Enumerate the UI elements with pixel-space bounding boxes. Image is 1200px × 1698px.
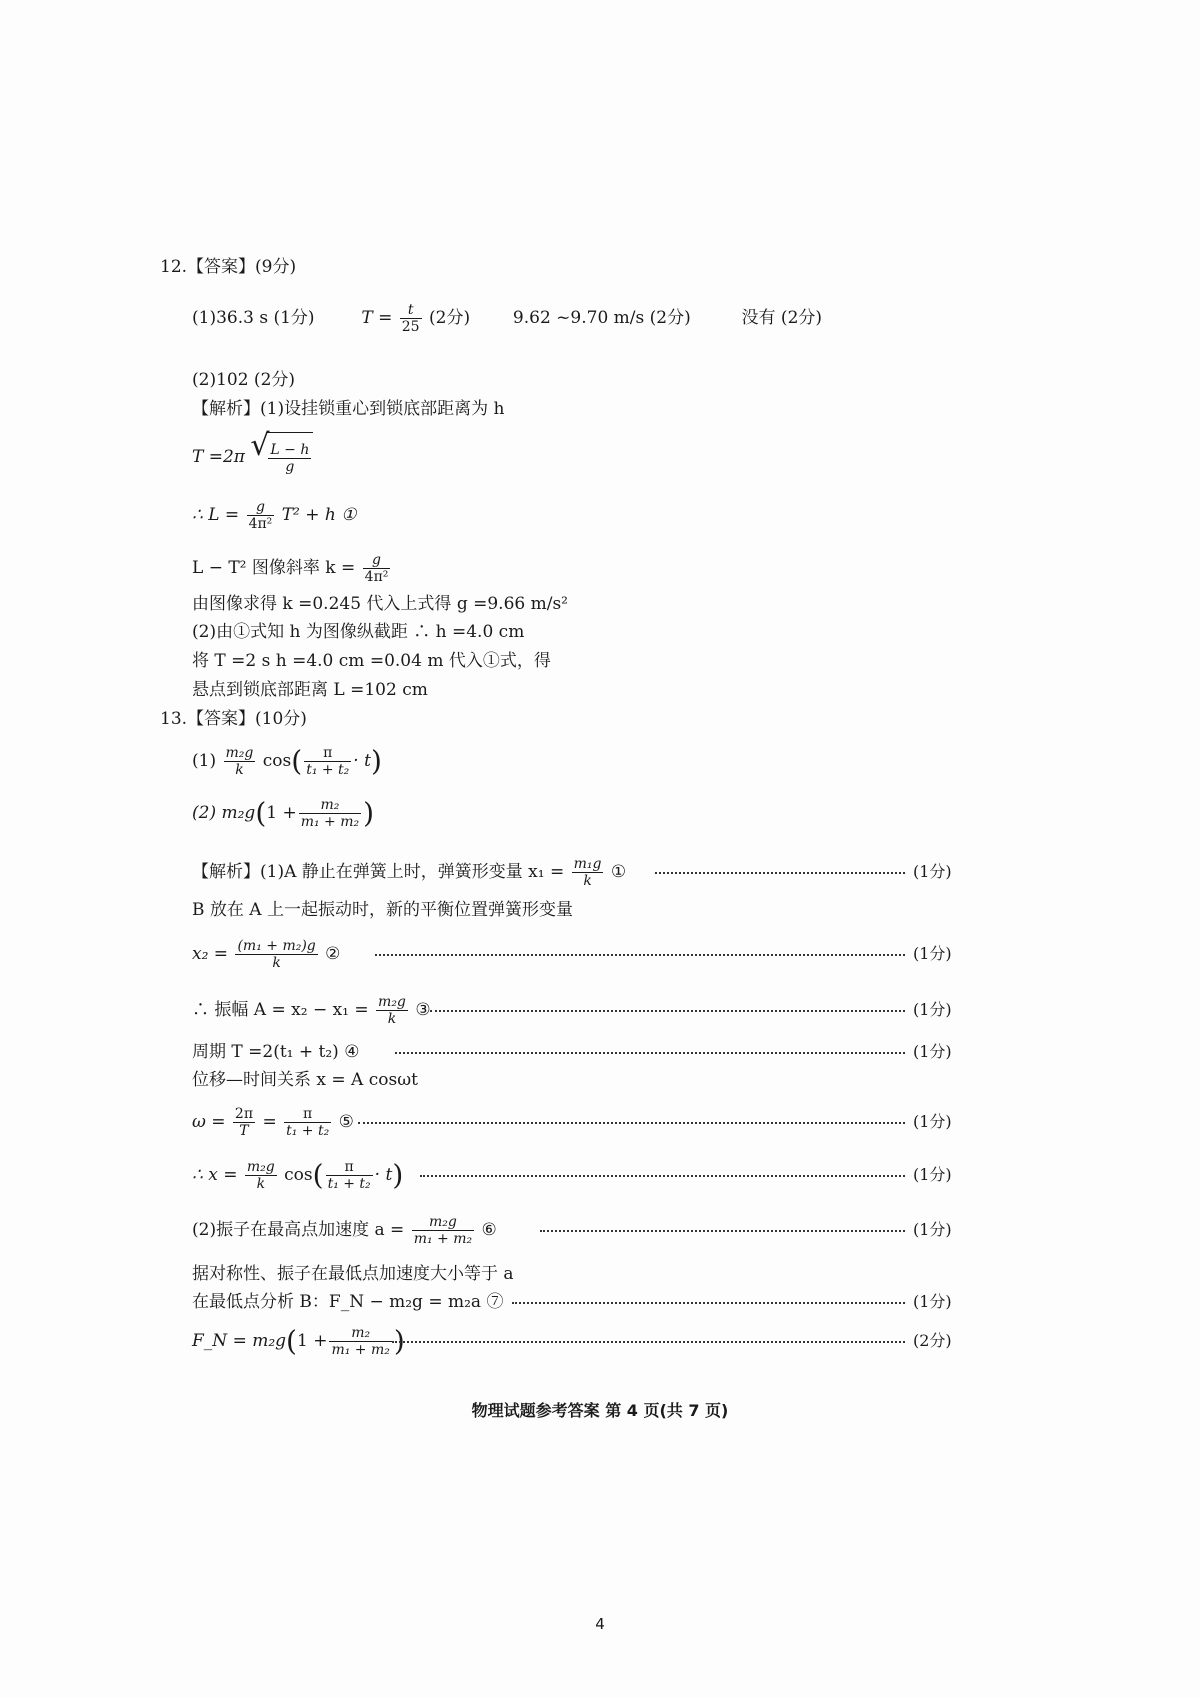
q12-f1-lhs: T =2π	[192, 447, 245, 467]
q13-s8-lhs: ∴ x =	[192, 1165, 238, 1185]
q13-s1-frac	[572, 856, 604, 889]
q13-heading: 13.【答案】(10分)	[160, 709, 307, 729]
q12-ans1-c: 9.62 ~9.70 m/s (2分)	[512, 308, 691, 328]
q13-s8-tail: · t	[374, 1165, 393, 1185]
q13-s7-num2: π	[284, 1106, 331, 1123]
q13-s7-den1: T	[239, 1123, 249, 1139]
q13-s4-score: (1分)	[913, 1000, 952, 1019]
q13-s1-score: (1分)	[913, 862, 952, 881]
q12-answer-1	[192, 302, 822, 335]
q13-s12-lhs: F_N = m₂g	[192, 1331, 287, 1351]
q13-step-1	[192, 850, 626, 894]
q13-s3-den: k	[272, 955, 281, 971]
q13-s7-mark: ⑤	[338, 1112, 354, 1132]
q12-f1-den: g	[285, 459, 295, 475]
q13-s11-score: (1分)	[913, 1292, 952, 1311]
q13-step-7	[192, 1100, 354, 1144]
q12-formula-3	[192, 546, 392, 590]
q13-a1-in-num: π	[304, 745, 351, 762]
q13-a2-frac	[299, 797, 361, 830]
q13-a1-frac	[224, 745, 256, 778]
q13-a2-num: m₂	[299, 797, 361, 814]
q13-step-3	[192, 932, 340, 976]
q13-a1-in-frac	[304, 745, 351, 778]
q13-s12-score: (2分)	[913, 1331, 952, 1350]
q13-s9-mark: ⑥	[481, 1220, 497, 1240]
q13-s8-den: k	[256, 1176, 266, 1192]
q12-f3-lhs: L − T² 图像斜率 k =	[192, 558, 356, 578]
q12-line-k: 由图像求得 k =0.245 代入上式得 g =9.66 m/s²	[192, 594, 569, 614]
q13-s12-one: 1 +	[296, 1331, 328, 1351]
q12-analysis-head: 【解析】(1)设挂锁重心到锁底部距离为 h	[192, 399, 505, 419]
q13-s4-leader	[430, 998, 952, 1022]
q13-step-12: F_N = m₂g(1 + $\frac{\text{m₂}}{\text{m₁ + m₂}}$ )	[192, 1324, 405, 1358]
q12-f1-num: L − h	[270, 442, 310, 458]
q13-step-8: ∴ x = $\frac{\text{m₂g}}{k}$ cos( $\frac{\pi}{\text{t₁ + t₂}}$ · t)	[192, 1158, 404, 1192]
q12-f3-den: 4π²	[364, 569, 389, 585]
q13-s9-num: m₂g	[412, 1214, 474, 1231]
q13-s5-score: (1分)	[913, 1042, 952, 1061]
q13-s8-cos: cos	[284, 1165, 313, 1185]
q13-s8-in-den: t₁ + t₂	[327, 1176, 371, 1192]
q13-s7-lhs: ω =	[192, 1112, 226, 1132]
q12-ans1-a: (1)36.3 s (1分)	[192, 308, 315, 328]
q13-s8-in-frac	[326, 1159, 373, 1192]
q13-step-5: 周期 T =2(t₁ + t₂) ④	[192, 1042, 360, 1062]
q12-f3-num: g	[363, 552, 391, 569]
q13-s7-frac-2	[284, 1106, 331, 1139]
q13-s8-score: (1分)	[913, 1165, 952, 1184]
q13-s9-den: m₁ + m₂	[413, 1231, 473, 1247]
q13-s1-leader	[655, 860, 952, 884]
q13-s12-num: m₂	[329, 1325, 391, 1342]
q13-s7-num1: 2π	[234, 1106, 254, 1122]
q13-s8-in-num: π	[326, 1159, 373, 1176]
q13-s9-score: (1分)	[913, 1220, 952, 1239]
q13-step-2: B 放在 A 上一起振动时，新的平衡位置弹簧形变量	[192, 900, 573, 920]
q13-s12-den: m₁ + m₂	[331, 1342, 390, 1358]
page-footer: 物理试题参考答案 第 4 页(共 7 页)	[471, 1401, 729, 1420]
q13-s9-frac	[412, 1214, 474, 1247]
q13-step-6: 位移—时间关系 x = A cosωt	[192, 1070, 418, 1090]
q13-answer-1: (1) $\frac{\text{m₂g}}{k}$ cos( $\frac{\pi}{\text{t₁ + t₂}}$ · t)	[192, 744, 382, 778]
q13-s7-frac-1	[233, 1106, 255, 1139]
q13-s1-mark: ①	[610, 862, 627, 882]
q12-ans1-b-frac	[400, 302, 422, 335]
q12-ans1-d: 没有 (2分)	[741, 308, 823, 328]
q13-s12-leader	[392, 1329, 952, 1353]
q13-s3-leader	[375, 942, 952, 966]
q13-s1-num: m₁g	[573, 856, 602, 872]
q12-line-L: 悬点到锁底部距离 L =102 cm	[192, 680, 428, 700]
q12-line-h: (2)由①式知 h 为图像纵截距 ∴ h =4.0 cm	[192, 622, 525, 642]
q13-a1-cos: cos	[262, 751, 292, 771]
q13-s1-text: 【解析】(1)A 静止在弹簧上时，弹簧形变量 x₁ =	[192, 862, 565, 882]
q13-s7-eq: =	[262, 1112, 277, 1132]
q12-ans1-b-den: 25	[401, 319, 420, 335]
q13-a1-den: k	[235, 762, 244, 778]
q13-s4-mark: ③	[415, 1000, 431, 1020]
q13-s7-den2: t₁ + t₂	[286, 1123, 330, 1139]
q13-s4-num: m₂g	[378, 994, 406, 1010]
q12-f2-lhs: ∴ L =	[192, 505, 240, 525]
q13-a2-den: m₁ + m₂	[300, 814, 360, 830]
q13-a1-in-tail: · t	[353, 751, 371, 771]
q13-a1-in-den: t₁ + t₂	[306, 762, 350, 778]
q13-s8-num: m₂g	[246, 1159, 275, 1175]
q12-ans1-b-num: t	[400, 302, 422, 319]
q13-a2-one: 1 +	[266, 803, 297, 823]
q13-step-11: 在最低点分析 B：F_N − m₂g = m₂a ⑦	[192, 1292, 504, 1312]
q13-s3-score: (1分)	[913, 944, 952, 963]
q12-f1-sqrt: √ $\frac{L - h}{g}$	[250, 432, 313, 483]
q13-step-9	[192, 1208, 497, 1252]
q13-s3-mark: ②	[325, 944, 341, 964]
q13-s8-leader	[420, 1163, 952, 1187]
q13-s9-lhs: (2)振子在最高点加速度 a =	[192, 1220, 405, 1240]
q12-f2-num: g	[247, 499, 275, 516]
q13-s4-den: k	[387, 1011, 397, 1027]
q12-f2-rhs: T² + h ①	[281, 505, 357, 525]
q13-s5-leader	[395, 1040, 952, 1064]
q13-a1-pre: (1)	[192, 751, 217, 771]
q12-f2-frac	[247, 499, 275, 532]
q12-f3-frac	[363, 552, 391, 585]
q13-step-10: 据对称性、振子在最低点加速度大小等于 a	[192, 1264, 514, 1284]
q13-s7-score: (1分)	[913, 1112, 952, 1131]
q13-step-4	[192, 988, 431, 1032]
q12-formula-2	[192, 493, 357, 537]
q13-s7-leader	[358, 1110, 952, 1134]
q12-ans1-b-lhs: T =	[361, 308, 393, 328]
q12-formula-1	[192, 428, 313, 482]
q13-s3-lhs: x₂ =	[192, 944, 229, 964]
q13-s4-frac	[376, 994, 408, 1027]
q13-answer-2: (2) m₂g(1 + $\frac{\text{m₂}}{\text{m₁ + m₂}}$ )	[192, 796, 375, 830]
q12-f2-den: 4π²	[248, 516, 273, 532]
q13-s4-lhs: ∴ 振幅 A = x₂ − x₁ =	[192, 1000, 369, 1020]
q12-answer-2: (2)102 (2分)	[192, 370, 296, 390]
q13-s8-frac	[245, 1159, 277, 1192]
q13-s11-leader	[512, 1290, 952, 1314]
q12-heading: 12.【答案】(9分)	[160, 257, 297, 277]
q13-s1-den: k	[583, 873, 592, 889]
q13-s9-leader	[540, 1218, 952, 1242]
page-number: 4	[595, 1615, 605, 1633]
q12-line-T: 将 T =2 s h =4.0 cm =0.04 m 代入①式，得	[192, 651, 551, 671]
q13-a2-pre: (2) m₂g	[192, 803, 256, 823]
q13-a1-num: m₂g	[225, 745, 254, 761]
q13-s3-num: (m₁ + m₂)g	[237, 938, 316, 954]
q12-ans1-b-score: (2分)	[429, 308, 471, 328]
q13-s3-frac	[235, 938, 317, 971]
q13-s12-frac	[329, 1325, 391, 1358]
